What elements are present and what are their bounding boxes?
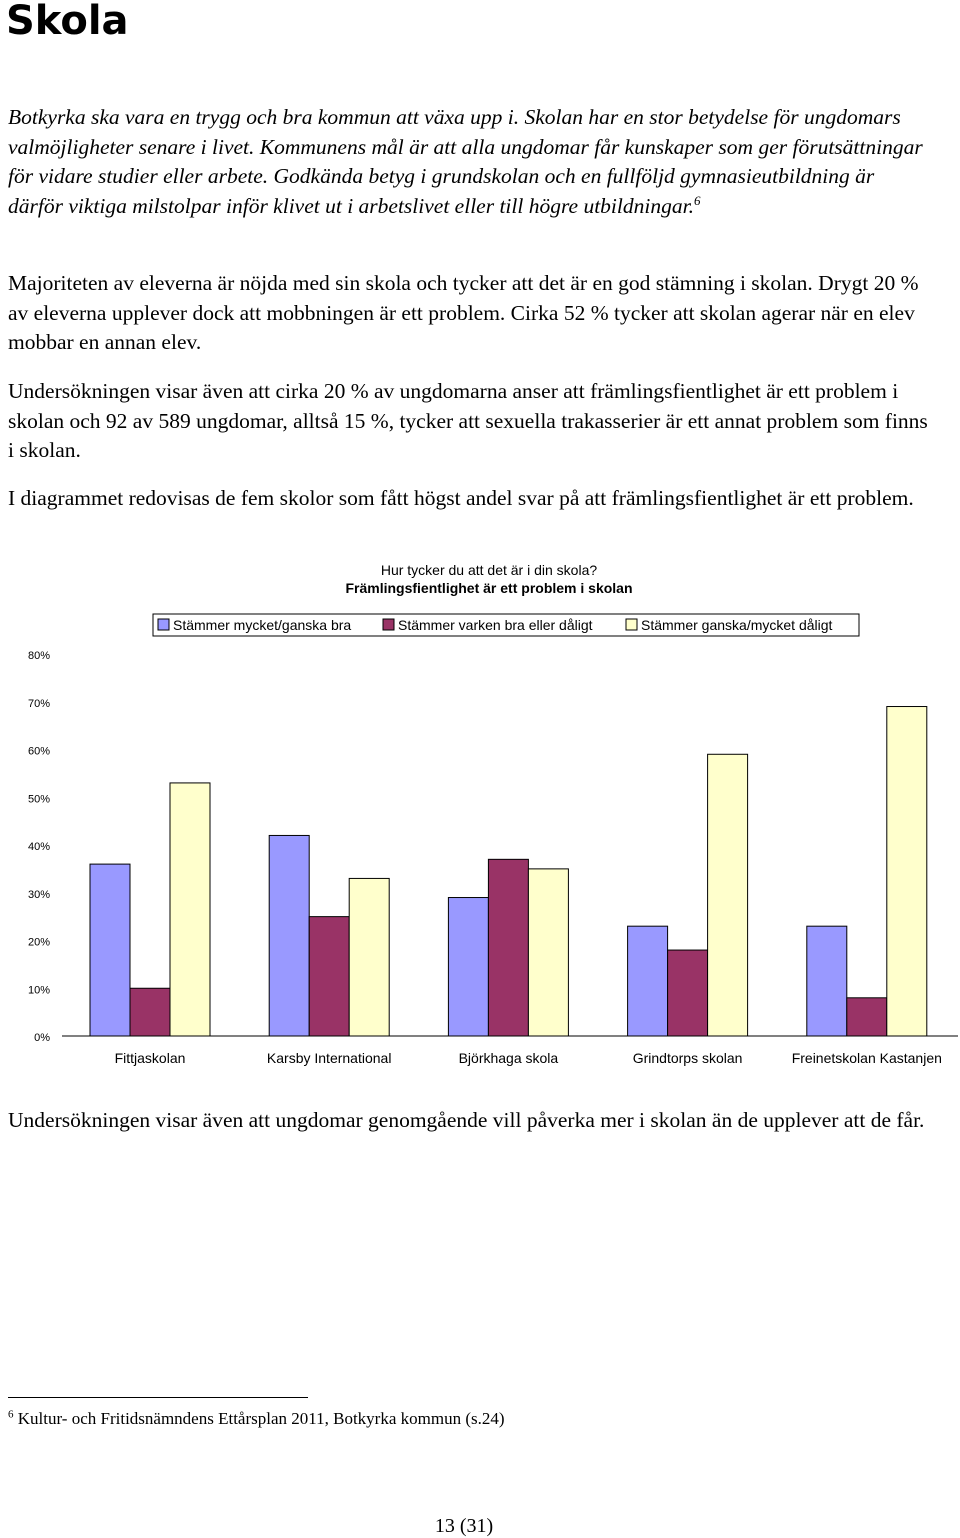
page-title: Skola xyxy=(6,0,129,44)
legend-label: Stämmer ganska/mycket dåligt xyxy=(641,617,833,633)
footnote-reference[interactable]: 6 xyxy=(693,192,701,208)
chart-legend xyxy=(153,614,859,636)
bar xyxy=(847,998,887,1036)
y-tick-label: 80% xyxy=(27,650,50,662)
y-tick-label: 20% xyxy=(27,936,50,949)
bars-group xyxy=(90,707,927,1036)
y-tick-label: 60% xyxy=(27,745,50,758)
survey-paragraph: Undersökningen visar även att cirka 20 % av ungdomarna anser att främlingsfientlighet är ett problem i skolan och 92 av 589 ungdomar, alltså 15 %, tycker att sexuella trakasserier är ett annat problem som finns i skolan. xyxy=(8,379,928,462)
bar xyxy=(170,783,210,1036)
legend-label: Stämmer varken bra eller dåligt xyxy=(398,617,593,633)
bar xyxy=(887,707,927,1036)
bar xyxy=(668,950,708,1036)
bar xyxy=(90,864,130,1036)
y-tick-label: 70% xyxy=(27,697,50,710)
chart-title: Hur tycker du att det är i din skola? xyxy=(380,562,598,578)
bar xyxy=(807,926,847,1036)
y-tick-label: 40% xyxy=(27,841,50,853)
page-number: 13 (31) xyxy=(434,1515,494,1537)
x-tick-label: Grindtorps skolan xyxy=(632,1050,743,1066)
conclusion-paragraph: Undersökningen visar även att ungdomar genomgående vill påverka mer i skolan än de upplever att de får. xyxy=(8,1108,925,1132)
bar xyxy=(309,917,349,1036)
bar xyxy=(528,869,568,1036)
y-axis xyxy=(28,650,50,1044)
intro-paragraph xyxy=(8,103,928,221)
bar xyxy=(269,835,309,1036)
legend-swatch xyxy=(383,619,394,630)
bar xyxy=(628,926,668,1036)
diagram-intro-paragraph: I diagrammet redovisas de fem skolor som fått högst andel svar på att främlingsfientlighet är ett problem. xyxy=(8,486,914,510)
bar xyxy=(130,988,170,1036)
x-tick-label: Karsby International xyxy=(266,1050,392,1066)
footnote-divider xyxy=(8,1397,308,1398)
footnote-text: Kultur- och Fritidsnämndens Ettårsplan 2011, Botkyrka kommun (s.24) xyxy=(17,1409,505,1428)
bar xyxy=(349,878,389,1036)
x-tick-label: Björkhaga skola xyxy=(458,1050,559,1066)
footnote xyxy=(8,1409,505,1429)
legend-swatch xyxy=(158,619,169,630)
bar xyxy=(448,898,488,1036)
legend-swatch xyxy=(626,619,637,630)
legend-label: Stämmer mycket/ganska bra xyxy=(173,617,352,633)
chart-subtitle: Främlingsfientlighet är ett problem i skolan xyxy=(345,580,633,596)
bar xyxy=(488,859,528,1036)
x-axis xyxy=(62,1036,958,1066)
satisfaction-paragraph: Majoriteten av eleverna är nöjda med sin skola och tycker att det är en god stämning i skolan. Drygt 20 % av eleverna upplever dock att mobbningen är ett problem. Cirka 52 % tycker att skolan agerar när en elev mobbar en annan elev. xyxy=(8,271,919,354)
y-tick-label: 50% xyxy=(27,793,50,806)
bar-chart xyxy=(0,552,960,1072)
intro-text: Botkyrka ska vara en trygg och bra kommun att växa upp i. Skolan har en stor betydelse för ungdomars valmöjligheter senare i livet. Kommunens mål är att alla ungdomar får kunskaper som ger förutsättningar för vidare studier eller arbete. Godkända betyg i grundskolan och en fullföljd gymnasieutbildning är därför viktiga milstolpar inför klivet ut i arbetslivet eller till högre utbildningar. xyxy=(8,105,923,218)
footnote-number: 6 xyxy=(8,1408,14,1421)
bar xyxy=(708,754,748,1036)
y-tick-label: 10% xyxy=(27,984,50,997)
y-tick-label: 0% xyxy=(34,1032,50,1044)
x-tick-label: Freinetskolan Kastanjen xyxy=(791,1050,942,1066)
y-tick-label: 30% xyxy=(27,888,50,901)
x-tick-label: Fittjaskolan xyxy=(114,1050,186,1066)
